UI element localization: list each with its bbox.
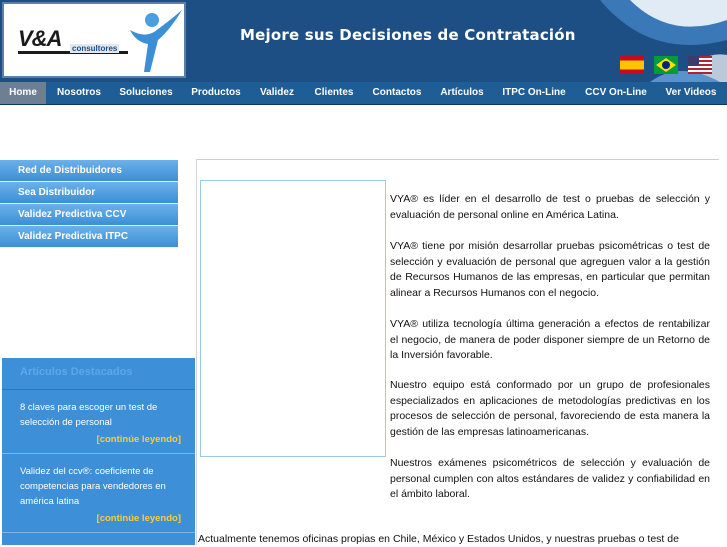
brazil-flag-icon[interactable] bbox=[654, 56, 678, 74]
logo-subtitle: consultores bbox=[72, 44, 118, 53]
nav-itpc-online[interactable]: ITPC On-Line bbox=[502, 87, 566, 98]
featured-articles-panel bbox=[2, 358, 195, 545]
sidebar-menu bbox=[0, 160, 196, 248]
sidebar-item-validez-itpc[interactable]: Validez Predictiva ITPC bbox=[0, 226, 178, 248]
nav-home[interactable]: Home bbox=[0, 82, 46, 104]
read-more-link[interactable]: [continúe leyendo] bbox=[96, 434, 181, 445]
logo-text: V&A bbox=[18, 26, 62, 51]
main-nav bbox=[0, 82, 727, 105]
read-more-link[interactable]: [continúe leyendo] bbox=[96, 513, 181, 524]
mission-paragraph: VYA® tiene por misión desarrollar pruebas psicométricas o test de selección y evaluación de personal que agreguen valor a la gestión de Recursos Humanos de las empresas, en particular que permitan alinear a Recursos Humanos con el negocio. bbox=[390, 240, 710, 299]
sidebar-item-validez-ccv[interactable]: Validez Predictiva CCV bbox=[0, 204, 178, 226]
article-title[interactable]: 8 claves para escoger un test de selección de personal bbox=[20, 402, 158, 428]
exams-paragraph: Nuestros exámenes psicométricos de selección y evaluación de personal cumplen con altos estándares de validez y confiabilidad en el ámbito laboral. bbox=[390, 457, 710, 500]
usa-flag-icon[interactable] bbox=[688, 56, 712, 74]
article-title[interactable]: Validez del ccv®: coeficiente de competencias para vendedores en américa latina bbox=[20, 466, 166, 507]
sidebar-item-sea-distribuidor[interactable]: Sea Distribuidor bbox=[0, 182, 178, 204]
nav-articulos[interactable]: Artículos bbox=[440, 87, 484, 98]
person-logo-icon bbox=[124, 8, 184, 74]
article-item bbox=[2, 390, 195, 454]
intro-paragraph: VYA® es líder en el desarrollo de test o pruebas de selección y evaluación de personal online en América Latina. bbox=[390, 193, 710, 221]
article-item bbox=[2, 454, 195, 533]
technology-paragraph: VYA® utiliza tecnología última generación a efectos de rentabilizar el negocio, de manera de poder disponer siempre de un Retorno de la Inversión favorable. bbox=[390, 318, 710, 361]
column-divider bbox=[196, 160, 197, 545]
content-divider bbox=[196, 159, 719, 160]
nav-nosotros[interactable]: Nosotros bbox=[57, 87, 101, 98]
nav-validez[interactable]: Validez bbox=[260, 87, 294, 98]
media-placeholder bbox=[200, 180, 386, 457]
nav-ccv-online[interactable]: CCV On-Line bbox=[585, 87, 647, 98]
sidebar-item-red-distribuidores[interactable]: Red de Distribuidores bbox=[0, 160, 178, 182]
team-paragraph: Nuestro equipo está conformado por un grupo de profesionales especializados en aplicaciones de metodologías predictivas en los procesos de selección de personal, favoreciendo de esta manera la gestión de las empresas latinoamericanas. bbox=[390, 379, 710, 438]
nav-ver-videos[interactable]: Ver Videos bbox=[665, 87, 717, 98]
nav-productos[interactable]: Productos bbox=[191, 87, 241, 98]
spain-flag-icon[interactable] bbox=[620, 56, 644, 74]
header-banner bbox=[0, 0, 727, 82]
nav-clientes[interactable]: Clientes bbox=[314, 87, 354, 98]
nav-soluciones[interactable]: Soluciones bbox=[119, 87, 173, 98]
offices-paragraph: Actualmente tenemos oficinas propias en Chile, México y Estados Unidos, y nuestras pruebas o test de bbox=[198, 533, 679, 545]
logo[interactable] bbox=[2, 2, 186, 78]
nav-contactos[interactable]: Contactos bbox=[372, 87, 422, 98]
featured-articles-heading: Artículos Destacados bbox=[2, 358, 195, 390]
page-headline: Mejore sus Decisiones de Contratación bbox=[240, 26, 576, 44]
